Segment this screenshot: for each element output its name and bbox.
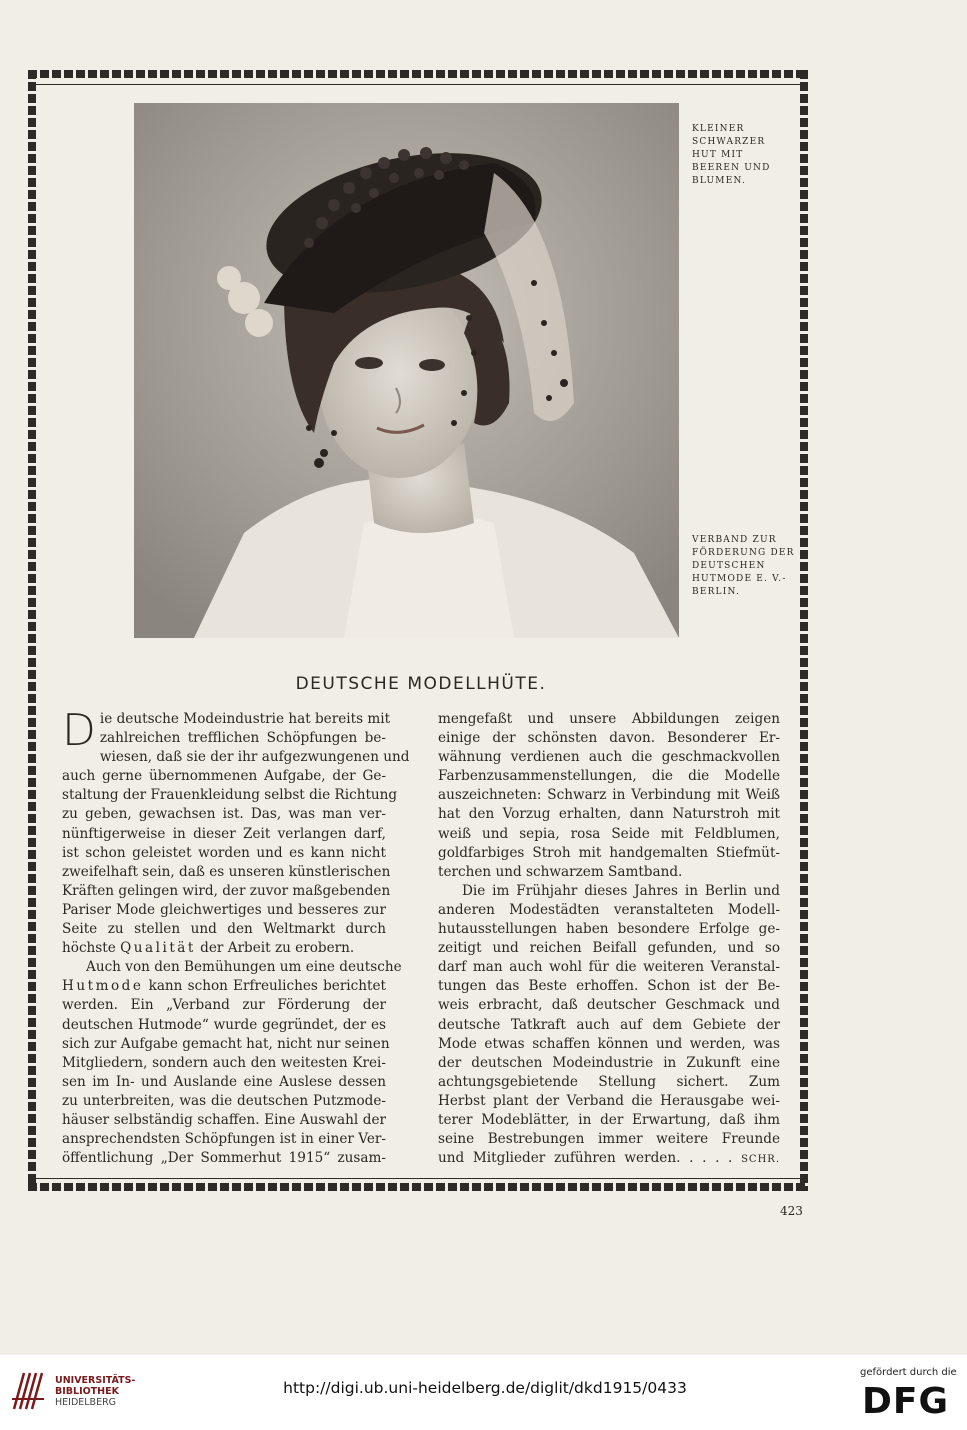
text-line: zu geben, gewachsen ist. Das, was man ver- <box>62 806 386 823</box>
text-line: auszeichneten: Schwarz in Verbindung mit Weiß <box>438 787 780 804</box>
author-signature: SCHR. <box>741 1154 781 1166</box>
text-line: wiesen, daß sie der ihr aufgezwungenen und <box>99 749 410 766</box>
border-top <box>28 70 808 78</box>
caption-line: KLEINER <box>692 124 745 134</box>
text-line: weis erbracht, daß deutscher Geschmack und <box>438 997 780 1014</box>
text-line: einige der schönsten davon. Besonderer Er- <box>438 730 780 747</box>
text-line: terer Modeblätter, in der Erwartung, daß ihm <box>438 1111 780 1128</box>
text-line: seine Bestrebungen immer weitere Freunde <box>438 1131 780 1148</box>
text-line: tungen das Beste erhoffen. Schon ist der Be- <box>438 978 780 995</box>
text-line: zahlreichen trefflichen Schöpfungen be- <box>99 730 386 747</box>
library-name <box>55 1375 135 1408</box>
paragraph-4 <box>438 882 780 1169</box>
text-line: werden. Ein „Verband zur Förderung der <box>62 997 386 1014</box>
text-line: deutsche Tatkraft auch auf dem Gebiete der <box>438 1016 780 1033</box>
text-line <box>438 1149 780 1169</box>
dfg-logo: DFG <box>862 1381 950 1422</box>
portrait-illustration <box>134 103 679 638</box>
funding-label: gefördert durch die <box>860 1367 957 1378</box>
photo-caption-top <box>692 123 792 188</box>
page-number: 423 <box>780 1204 803 1218</box>
text-line: hat den Vorzug erhalten, dann Naturstroh mit <box>438 806 780 823</box>
text-line: weiß und sepia, rosa Seide mit Feldblumen, <box>438 825 780 842</box>
border-bottom <box>28 1183 808 1191</box>
caption-line: DEUTSCHEN <box>692 561 766 571</box>
caption-line: SCHWARZER <box>692 137 766 147</box>
text-line: mengefaßt und unsere Abbildungen zeigen <box>438 711 780 727</box>
text-line: zweifelhaft sein, daß es unseren künstlerischen <box>62 863 391 880</box>
permalink-url[interactable]: http://digi.ub.uni-heidelberg.de/diglit/dkd1915/0433 <box>283 1379 687 1397</box>
caption-line: BERLIN. <box>692 587 741 597</box>
text-fragment: und Mitglieder zuführen werden. . . . . <box>438 1150 733 1167</box>
text-line: ie deutsche Modeindustrie hat bereits mit <box>99 711 391 727</box>
text-line: darf man auch wohl für die weiteren Veranstal- <box>438 959 780 976</box>
caption-line: HUT MIT <box>692 150 744 160</box>
text-line: Seite zu stellen und den Weltmarkt durch <box>62 921 386 938</box>
text-line: anderen Modestädten veranstalteten Modell- <box>438 901 780 918</box>
emphasis-word: Qualität <box>120 940 196 957</box>
text-line: achtungsgebietende Stellung sichert. Zum <box>438 1073 780 1090</box>
library-name-line: BIBLIOTHEK <box>55 1386 119 1397</box>
text-line: goldfarbiges Stroh mit handgemalten Stiefmüt- <box>438 844 780 861</box>
text-line: häuser selbständig schaffen. Eine Auswahl der <box>62 1111 386 1128</box>
text-line: Pariser Mode gleichwertiges und besseres zur <box>62 901 386 918</box>
text-line: Die im Frühjahr dieses Jahres in Berlin und <box>462 882 780 899</box>
caption-line: VERBAND ZUR <box>692 535 777 545</box>
article-title: DEUTSCHE MODELLHÜTE. <box>295 674 547 694</box>
text-line: ansprechendsten Schöpfungen ist in einer Ver- <box>62 1131 386 1148</box>
text-line: deutschen Hutmode“ wurde gegründet, der es <box>62 1016 386 1033</box>
hat-photograph <box>134 103 679 638</box>
text-line: auch gerne übernommenen Aufgabe, der Ge- <box>62 768 386 785</box>
drop-cap: D <box>62 705 96 756</box>
library-name-line: HEIDELBERG <box>55 1397 117 1408</box>
text-line: sich zur Aufgabe gemacht hat, nicht nur seinen <box>62 1035 390 1052</box>
border-bottom-rule <box>36 1178 800 1179</box>
paragraph-1 <box>62 705 410 958</box>
caption-line: BEEREN UND <box>692 163 771 173</box>
text-line: ist schon geleistet worden und es kann nicht <box>62 844 386 861</box>
text-line: wähnung verdienen auch die geschmackvollen <box>438 749 780 766</box>
text-line: öffentlichung „Der Sommerhut 1915“ zusam- <box>62 1150 386 1167</box>
text-line: Auch von den Bemühungen um eine deutsche <box>86 959 402 976</box>
article-column-right <box>438 710 780 1169</box>
caption-line: BLUMEN. <box>692 176 747 186</box>
library-name-line: UNIVERSITÄTS- <box>55 1375 136 1386</box>
border-top-rule <box>36 84 800 85</box>
text-line: Mode etwas schaffen können und werden, was <box>438 1035 780 1052</box>
text-fragment: kann schon Erfreuliches berichtet <box>143 978 386 995</box>
border-left <box>28 70 36 1191</box>
text-line <box>62 977 386 996</box>
photo-caption-bottom <box>692 534 802 599</box>
text-line <box>62 939 386 958</box>
text-line: Kräften gelingen wird, der zuvor maßgebenden <box>62 882 391 899</box>
text-line: Herbst plant der Verband die Herausgabe wei- <box>438 1092 780 1109</box>
text-line: zeitigt und reichen Beifall gefunden, und so <box>438 940 780 957</box>
text-line: Farbenzusammenstellungen, die die Modelle <box>438 768 780 785</box>
paragraph-3 <box>438 710 780 882</box>
text-line: nünftigerweise in dieser Zeit verlangen darf, <box>62 825 386 842</box>
library-logo-icon <box>10 1369 46 1413</box>
emphasis-word: Hutmode <box>62 978 144 995</box>
border-right <box>800 70 808 1191</box>
caption-line: FÖRDERUNG DER <box>692 548 795 558</box>
text-line: der deutschen Modeindustrie in Zukunft eine <box>438 1054 780 1071</box>
text-line: terchen und schwarzem Samtband. <box>438 863 683 880</box>
text-line: zu unterbreiten, was die deutschen Putzmode- <box>62 1092 386 1109</box>
paragraph-2 <box>62 958 402 1168</box>
article-column-left <box>62 705 410 1168</box>
footer-bar <box>0 1355 967 1430</box>
text-line: sen im In- und Auslande eine Auslese dessen <box>62 1073 386 1090</box>
text-fragment: der Arbeit zu erobern. <box>195 940 355 957</box>
text-line: staltung der Frauenkleidung selbst die Richtung <box>62 787 398 804</box>
text-line: Mitgliedern, sondern auch den weitesten Krei- <box>62 1054 386 1071</box>
text-line: hutausstellungen haben besondere Erfolge ge- <box>438 921 780 938</box>
caption-line: HUTMODE E. V.- <box>692 574 787 584</box>
text-fragment: höchste <box>62 940 121 957</box>
